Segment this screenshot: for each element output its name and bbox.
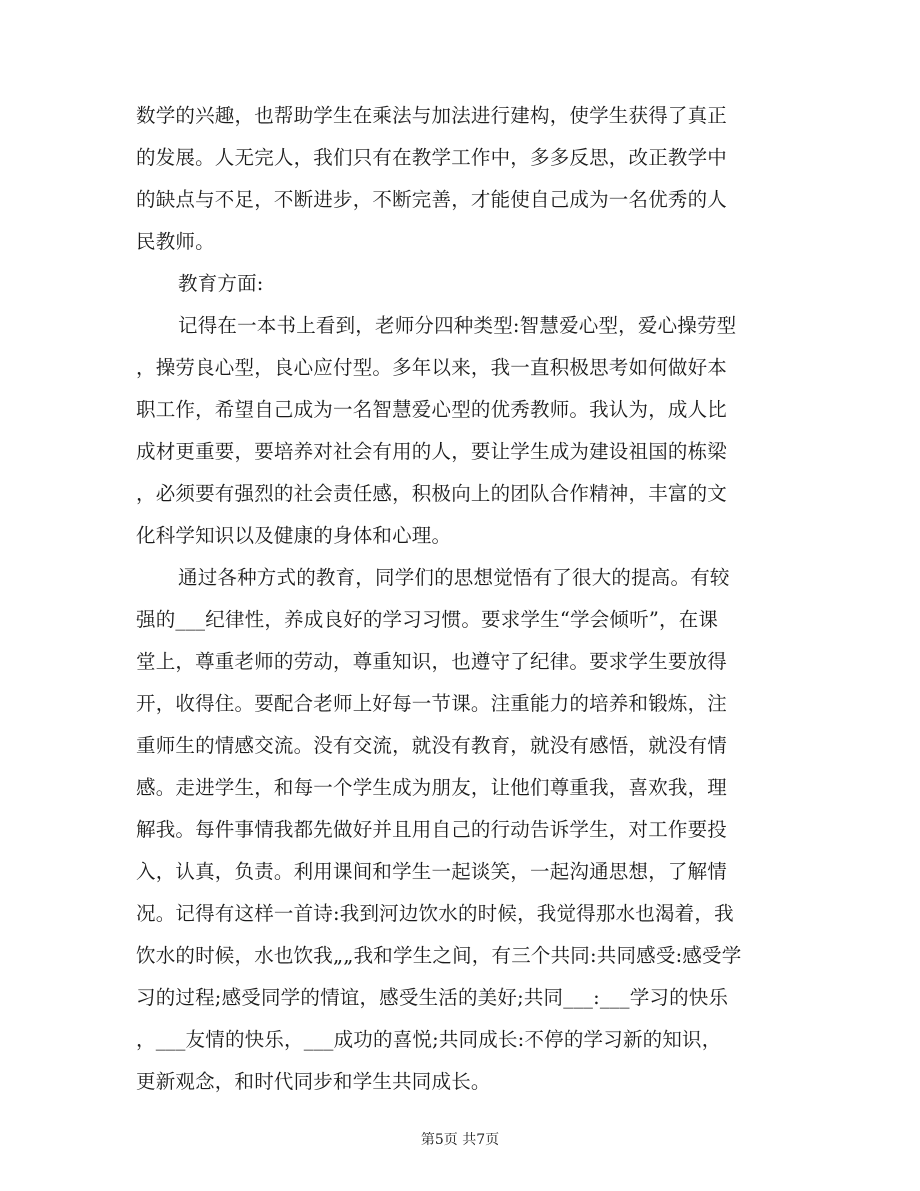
text-line: 更新观念，和时代同步和学生共同成长。: [136, 1070, 491, 1093]
text-line: 饮水的时候，水也饮我„„我和学生之间，有三个共同:共同感受:感受学: [136, 944, 742, 967]
text-line: 堂上，尊重老师的劳动，尊重知识，也遵守了纪律。要求学生要放得: [136, 650, 728, 673]
text-line: 开，收得住。要配合老师上好每一节课。注重能力的培养和锻炼，注: [136, 692, 728, 715]
text-line: 感。走进学生，和每一个学生成为朋友，让他们尊重我，喜欢我，理: [136, 776, 728, 799]
text-line: 化科学知识以及健康的身体和心理。: [136, 524, 452, 547]
text-line: 通过各种方式的教育，同学们的思想觉悟有了很大的提高。有较: [178, 566, 730, 589]
text-line: 的缺点与不足，不断进步，不断完善，才能使自己成为一名优秀的人: [136, 188, 728, 211]
text-line: ，必须要有强烈的社会责任感，积极向上的团队合作精神，丰富的文: [136, 482, 728, 505]
text-line: 解我。每件事情我都先做好并且用自己的行动告诉学生，对工作要投: [136, 818, 728, 841]
section-heading: 教育方面:: [178, 272, 264, 295]
text-line: ，操劳良心型，良心应付型。多年以来，我一直积极思考如何做好本: [136, 356, 728, 379]
text-line: 数学的兴趣，也帮助学生在乘法与加法进行建构，使学生获得了真正: [136, 104, 728, 127]
text-line: 强的___纪律性，养成良好的学习习惯。要求学生“学会倾听”，在课: [136, 608, 719, 631]
text-line: 成材更重要，要培养对社会有用的人，要让学生成为建设祖国的栋梁: [136, 440, 728, 463]
text-line: 职工作，希望自己成为一名智慧爱心型的优秀教师。我认为，成人比: [136, 398, 728, 421]
text-line: ，___友情的快乐，___成功的喜悦;共同成长:不停的学习新的知识，: [136, 1028, 722, 1051]
text-line: 习的过程;感受同学的情谊，感受生活的美好;共同___:___学习的快乐: [136, 986, 729, 1009]
page-number: 第5页 共7页: [420, 1132, 500, 1148]
text-line: 况。记得有这样一首诗:我到河边饮水的时候，我觉得那水也渴着，我: [136, 902, 734, 925]
text-line: 记得在一本书上看到，老师分四种类型:智慧爱心型，爱心操劳型: [178, 314, 737, 337]
text-line: 民教师。: [136, 230, 215, 253]
text-line: 重师生的情感交流。没有交流，就没有教育，就没有感悟，就没有情: [136, 734, 728, 757]
text-line: 的发展。人无完人，我们只有在教学工作中，多多反思，改正教学中: [136, 146, 728, 169]
text-line: 入，认真，负责。利用课间和学生一起谈笑，一起沟通思想，了解情: [136, 860, 728, 883]
